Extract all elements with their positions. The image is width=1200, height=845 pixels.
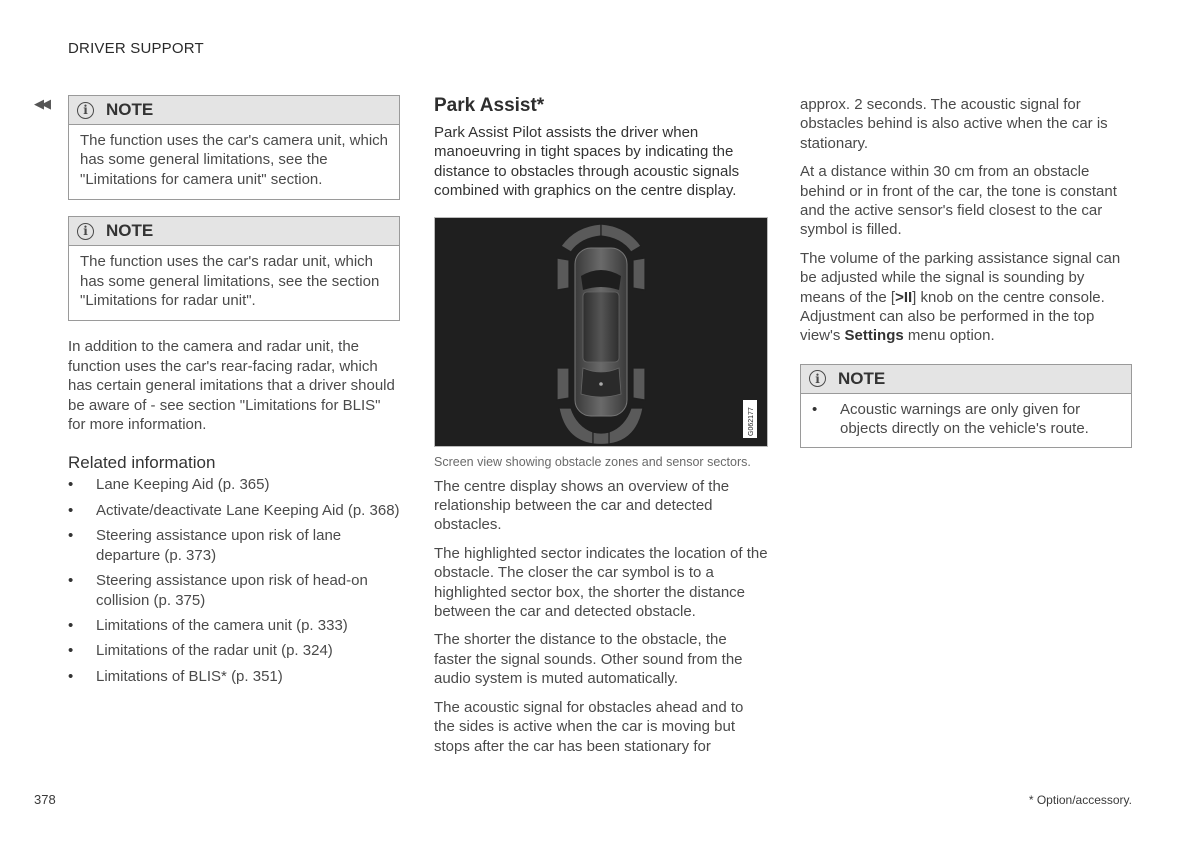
note-body [69,246,399,320]
related-link[interactable]: • Steering assistance upon risk of lane departure (p. 373) [68,526,400,565]
note-text: The function uses the car's camera unit, which has some general limitations, see the "Limitations for camera unit" section. [80,132,389,188]
note-text: The function uses the car's radar unit, which has some general limitations, see the section "Limitations for radar unit". [80,253,380,310]
side-sensor-zone [633,368,645,400]
text-segment: ] knob on the centre console. Adjustment can also be performed in the top view's [800,288,1105,345]
note-body [69,125,399,199]
paragraph: The acoustic signal for obstacles ahead and to the sides is active when the car is moving but stops after the car has been stationary for [434,698,744,755]
side-sensor-zone [633,258,645,290]
back-arrows-icon[interactable]: ◀◀ [34,96,48,111]
note-header [69,217,399,246]
park-assist-figure [434,217,768,447]
text-segment: menu option. [903,327,995,345]
park-assist-title: Park Assist* [434,95,545,116]
rear-sensor-zone [593,432,609,445]
note-radar [68,216,400,321]
footnote: * Option/accessory. [1028,793,1132,807]
related-links-list [68,475,400,686]
related-link[interactable]: • Limitations of the radar unit (p. 324) [68,641,400,660]
paragraph: approx. 2 seconds. The acoustic signal for obstacles behind is also active when the car is stationary. [800,96,1108,152]
note-title: NOTE [106,100,154,119]
note-title: NOTE [106,221,154,241]
related-info-heading: Related information [68,453,216,473]
note-acoustic [800,364,1132,448]
car-symbol [575,248,627,416]
related-link[interactable]: • Lane Keeping Aid (p. 365) [68,475,400,494]
park-assist-intro: Park Assist Pilot assists the driver when manoeuvring in tight spaces by indicating the distance to obstacles through acoustic signals combined with graphics on the centre display. [434,124,740,200]
note-header [801,365,1131,394]
volume-paragraph [800,249,1132,346]
info-icon: i [77,223,94,240]
note-header [69,96,399,125]
paragraph: At a distance within 30 cm from an obstacle behind or in front of the car, the tone is constant and the active sensor's field closest to the car symbol is filled. [800,163,1117,239]
related-link[interactable]: • Activate/deactivate Lane Keeping Aid (p. 368) [68,501,400,520]
column-left [68,95,400,692]
blis-paragraph: In addition to the camera and radar unit, the function uses the car's rear-facing radar, which has certain general imitations that a driver should be aware of - see section "Limitations for BLIS" for more information. [68,338,395,434]
knob-symbol: >II [895,288,913,306]
page-number: 378 [34,792,56,807]
info-icon: i [809,370,826,387]
note-title: NOTE [838,368,886,388]
related-link[interactable]: • Limitations of BLIS* (p. 351) [68,667,400,686]
related-link[interactable]: • Limitations of the camera unit (p. 333) [68,616,400,635]
settings-menu-label: Settings [844,327,904,345]
text-segment: The volume of the parking assistance signal can be adjusted while the signal is sounding by means of the [ [800,249,1121,306]
section-header: DRIVER SUPPORT [68,40,204,57]
related-link[interactable]: • Steering assistance upon risk of head-on collision (p. 375) [68,571,400,610]
column-middle [434,95,768,756]
note-bullet: • Acoustic warnings are only given for objects directly on the vehicle's route. [812,400,1121,439]
note-camera [68,95,400,200]
info-icon: i [77,102,94,119]
column-right [800,95,1132,448]
note-body [801,394,1131,447]
paragraph: The highlighted sector indicates the location of the obstacle. The closer the car symbol is to a highlighted sector box, the shorter the distance between the car and detected obstacle. [434,544,768,621]
side-sensor-zone [557,258,569,290]
paragraph: The shorter the distance to the obstacle, the faster the signal sounds. Other sound from the audio system is muted automatically. [434,631,743,688]
side-sensor-zone [557,368,569,400]
park-assist-illustration [435,218,767,446]
note-bullet-list [812,400,1121,439]
figure-code: G062177 [748,406,755,436]
paragraph: The centre display shows an overview of the relationship between the car and detected obstacles. [434,477,730,534]
figure-caption: Screen view showing obstacle zones and sensor sectors. [434,454,751,469]
